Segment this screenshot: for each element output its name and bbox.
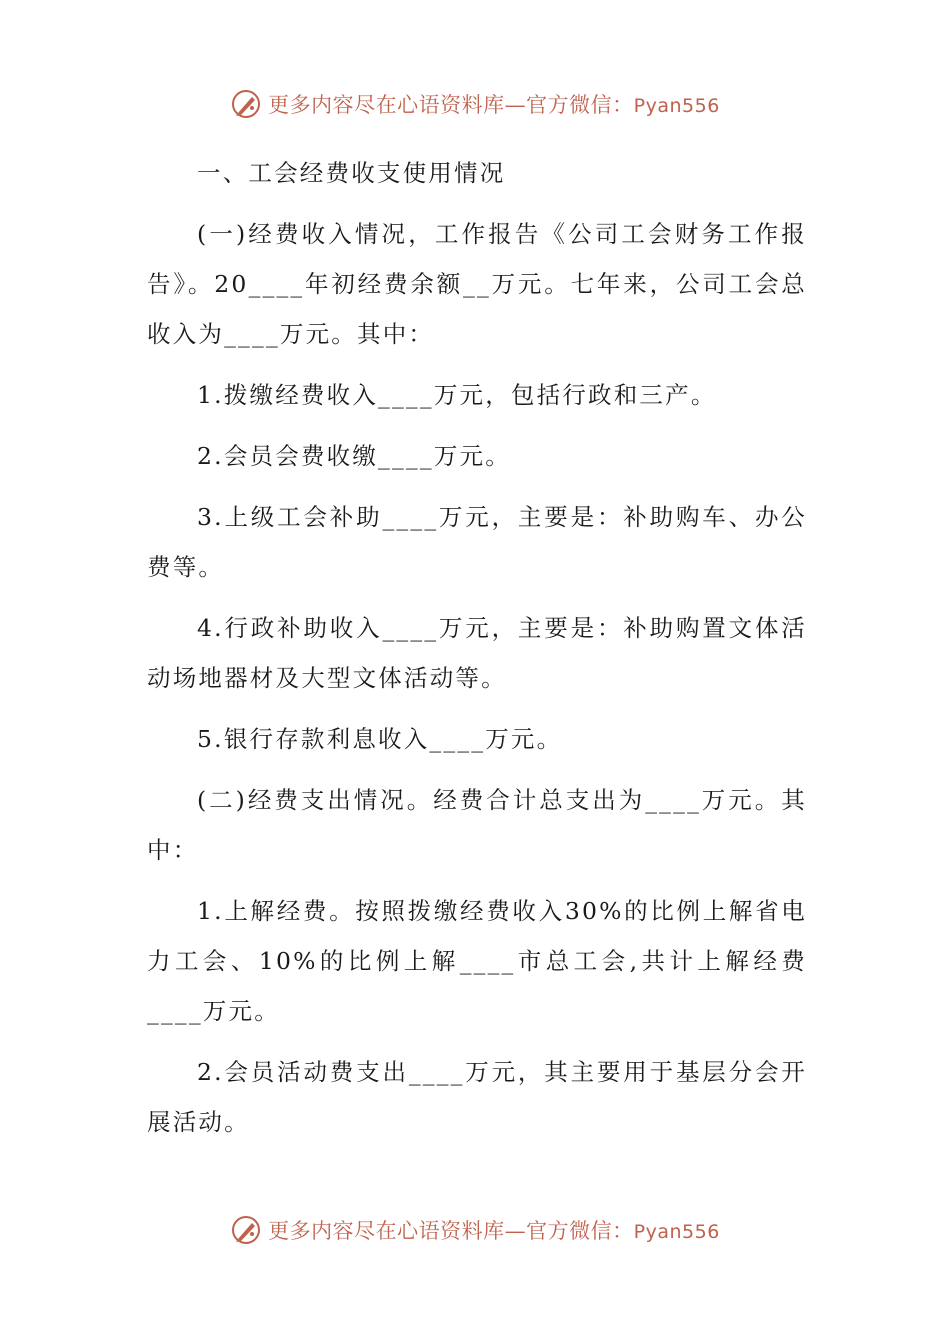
document-body — [147, 148, 807, 1158]
watermark-header-inner — [230, 88, 720, 120]
watermark-header-text — [268, 89, 720, 119]
paragraph-expense-overview: (二)经费支出情况。经费合计总支出为____万元。其中： — [147, 786, 807, 864]
watermark-footer — [0, 1210, 950, 1250]
paragraph-income-item-3: 3.上级工会补助____万元，主要是：补助购车、办公费等。 — [147, 503, 807, 581]
watermark-footer-inner — [230, 1214, 720, 1246]
paragraph-expense-item-2: 2.会员活动费支出____万元，其主要用于基层分会开展活动。 — [147, 1058, 807, 1136]
section-heading: 一、工会经费收支使用情况 — [197, 159, 506, 187]
paragraph-income-item-5: 5.银行存款利息收入____万元。 — [197, 725, 563, 753]
paragraph-income-item-1: 1.拨缴经费收入____万元，包括行政和三产。 — [197, 381, 717, 409]
pen-logo-icon — [230, 88, 262, 120]
watermark-footer-text — [268, 1215, 720, 1245]
paragraph-income-item-2: 2.会员会费收缴____万元。 — [197, 442, 511, 470]
paragraph-income-overview: (一)经费收入情况，工作报告《公司工会财务工作报告》。20____年初经费余额__万元。七年来，公司工会总收入为____万元。其中： — [147, 220, 807, 348]
watermark-contact: Pyan556 — [633, 95, 720, 117]
watermark-header — [0, 84, 950, 124]
watermark-slogan: 更多内容尽在心语资料库—官方微信： — [268, 93, 634, 117]
paragraph-expense-item-1: 1.上解经费。按照拨缴经费收入30%的比例上解省电力工会、10%的比例上解____市总工会,共计上解经费____万元。 — [147, 897, 807, 1025]
watermark-contact: Pyan556 — [633, 1221, 720, 1243]
watermark-slogan: 更多内容尽在心语资料库—官方微信： — [268, 1219, 634, 1243]
paragraph-income-item-4: 4.行政补助收入____万元，主要是：补助购置文体活动场地器材及大型文体活动等。 — [147, 614, 807, 692]
pen-logo-icon — [230, 1214, 262, 1246]
